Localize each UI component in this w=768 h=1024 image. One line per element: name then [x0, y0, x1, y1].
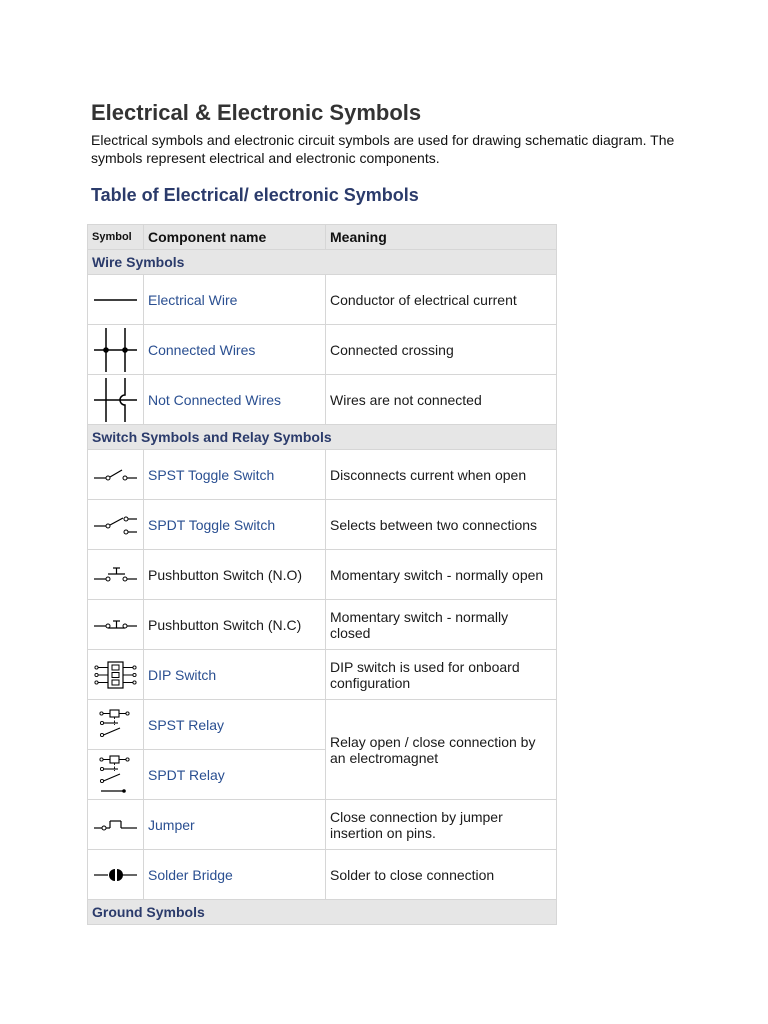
table-row [88, 375, 557, 425]
table-row [88, 275, 557, 325]
component-name: Pushbutton Switch (N.O) [144, 550, 326, 600]
spdt-relay-icon [88, 750, 144, 800]
section-heading: Switch Symbols and Relay Symbols [88, 425, 557, 450]
component-link[interactable]: Electrical Wire [144, 275, 326, 325]
table-header-row [88, 225, 557, 250]
component-name: Pushbutton Switch (N.C) [144, 600, 326, 650]
section-heading: Wire Symbols [88, 250, 557, 275]
component-link[interactable]: SPST Relay [144, 700, 326, 750]
page-title: Electrical & Electronic Symbols [91, 100, 422, 125]
table-row [88, 600, 557, 650]
table-row [88, 325, 557, 375]
section-row-ground [88, 900, 557, 925]
table-title: Table of Electrical/ electronic Symbols [91, 185, 419, 205]
meaning-cell: Connected crossing [326, 325, 557, 375]
table-row [88, 800, 557, 850]
component-link[interactable]: Solder Bridge [144, 850, 326, 900]
table-row [88, 700, 557, 750]
component-link[interactable]: DIP Switch [144, 650, 326, 700]
solder-bridge-icon [88, 850, 144, 900]
symbol-column-header: Symbol [88, 225, 144, 250]
section-heading: Ground Symbols [88, 900, 557, 925]
pushbutton-no-icon [88, 550, 144, 600]
meaning-cell: Wires are not connected [326, 375, 557, 425]
meaning-column-header: Meaning [326, 225, 557, 250]
meaning-cell: Relay open / close connection by an electromagnet [326, 700, 557, 800]
jumper-icon [88, 800, 144, 850]
dip-switch-icon [88, 650, 144, 700]
component-link[interactable]: SPST Toggle Switch [144, 450, 326, 500]
meaning-cell: DIP switch is used for onboard configuration [326, 650, 557, 700]
not-connected-wires-icon [88, 375, 144, 425]
connected-wires-icon [88, 325, 144, 375]
meaning-cell: Momentary switch - normally closed [326, 600, 557, 650]
spdt-toggle-switch-icon [88, 500, 144, 550]
table-row [88, 500, 557, 550]
component-link[interactable]: SPDT Toggle Switch [144, 500, 326, 550]
spst-relay-icon [88, 700, 144, 750]
component-name-column-header: Component name [144, 225, 326, 250]
component-link[interactable]: Not Connected Wires [144, 375, 326, 425]
meaning-cell: Selects between two connections [326, 500, 557, 550]
table-row [88, 550, 557, 600]
meaning-cell: Close connection by jumper insertion on pins. [326, 800, 557, 850]
component-link[interactable]: Jumper [144, 800, 326, 850]
pushbutton-nc-icon [88, 600, 144, 650]
meaning-cell: Momentary switch - normally open [326, 550, 557, 600]
table-row [88, 450, 557, 500]
meaning-cell: Disconnects current when open [326, 450, 557, 500]
symbols-table [87, 224, 557, 925]
spst-toggle-switch-icon [88, 450, 144, 500]
electrical-wire-icon [88, 275, 144, 325]
meaning-cell: Solder to close connection [326, 850, 557, 900]
table-row [88, 650, 557, 700]
component-link[interactable]: SPDT Relay [144, 750, 326, 800]
intro-paragraph: Electrical symbols and electronic circuit symbols are used for drawing schematic diagram. The symbols represent electrical and electronic components. [91, 132, 675, 166]
meaning-cell: Conductor of electrical current [326, 275, 557, 325]
section-row-switch [88, 425, 557, 450]
table-row [88, 850, 557, 900]
component-link[interactable]: Connected Wires [144, 325, 326, 375]
section-row-wire [88, 250, 557, 275]
